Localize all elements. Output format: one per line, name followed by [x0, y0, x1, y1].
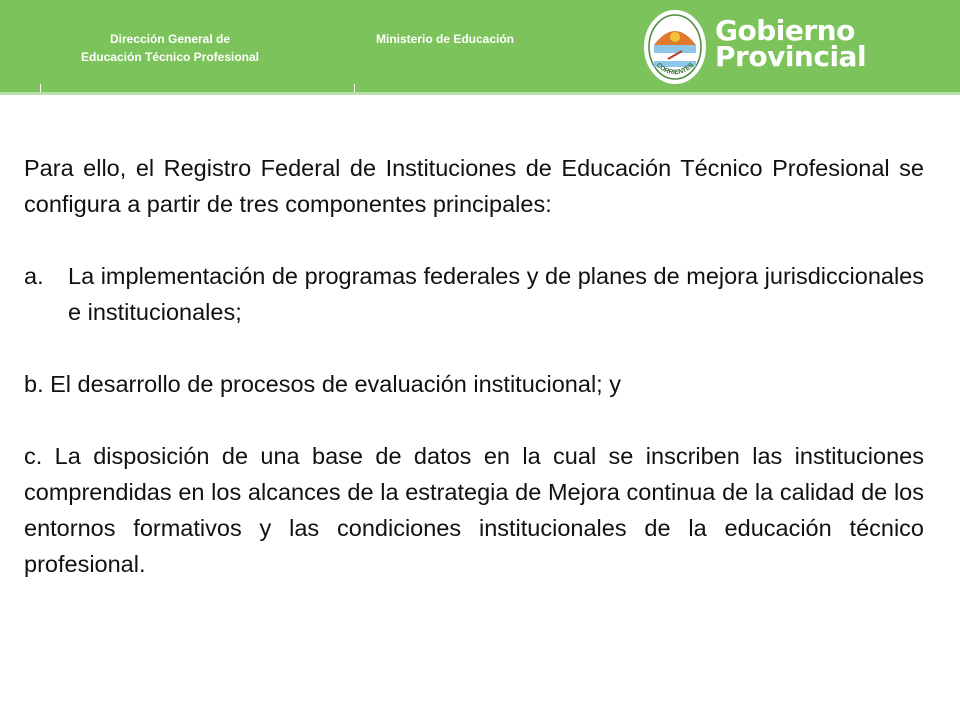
ministry-title: Ministerio de Educación [375, 32, 515, 46]
list-marker-a: a. [24, 263, 44, 289]
list-item-c: c. La disposición de una base de datos en la cual se inscriben las instituciones comprendidas en los alcances de la estrategia de Mejora continua de la calidad de los entornos formativos y las condiciones institucionales de la educación técnico profesional. [24, 443, 924, 577]
government-wordmark-line1: Gobierno [715, 14, 855, 47]
document-body [24, 150, 924, 618]
list-item-a [24, 258, 924, 330]
seal-label: CORRIENTES [654, 61, 696, 77]
direction-title [30, 30, 310, 66]
direction-title-line1: Dirección General de [109, 32, 231, 46]
corrientes-seal-icon [640, 7, 710, 87]
direction-title-line2: Educación Técnico Profesional [80, 50, 260, 64]
list-text-a: La implementación de programas federales y de planes de mejora jurisdiccionales e institucionales; [68, 263, 924, 325]
intro-paragraph: Para ello, el Registro Federal de Instituciones de Educación Técnico Profesional se configura a partir de tres componentes principales: [24, 155, 924, 217]
header-divider [0, 92, 960, 95]
list-item-b: b. El desarrollo de procesos de evaluación institucional; y [24, 371, 621, 397]
government-wordmark [715, 14, 867, 73]
header-band [0, 0, 960, 92]
government-wordmark-line2: Provincial [715, 40, 867, 73]
